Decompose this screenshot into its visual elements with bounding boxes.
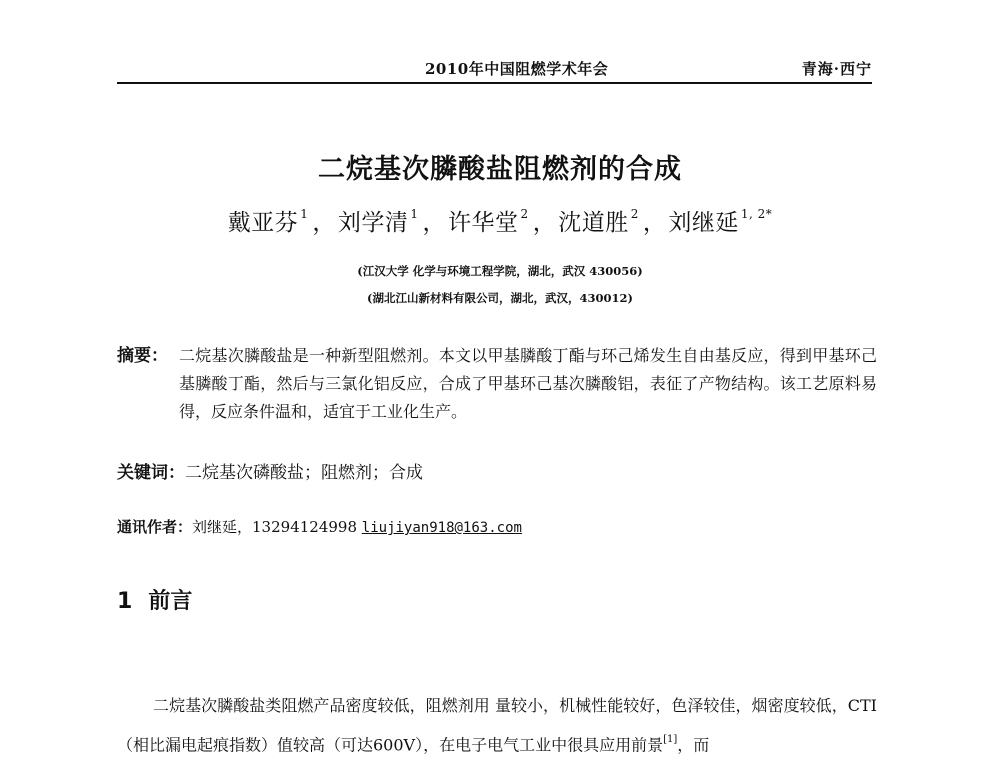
conference-name: 2010年中国阻燃学术年会 — [425, 60, 609, 78]
abstract-text: 二烷基次膦酸盐是一种新型阻燃剂。本文以甲基膦酸丁酯与环己烯发生自由基反应，得到甲基环己基膦酸丁酯，然后与三氯化铝反应，合成了甲基环己基次膦酸铝，表征了产物结构。该工艺原料易得，反应条件温和，适宜于工业化生产。 — [179, 346, 877, 421]
affiliation: (湖北江山新材料有限公司，湖北，武汉，430012) — [367, 291, 633, 305]
keywords — [117, 458, 423, 483]
author: 沈道胜 $^2$ — [558, 207, 639, 236]
contact-label: 通讯作者： — [117, 518, 193, 536]
paper-title: 二烷基次膦酸盐阻燃剂的合成 — [318, 154, 682, 185]
running-header — [117, 52, 872, 84]
author: 戴亚芬 $^1$ — [227, 207, 309, 236]
keywords-text: 二烷基次磷酸盐；阻燃剂；合成 — [185, 463, 423, 483]
abstract — [117, 342, 877, 426]
contact-name-phone: 刘继延，13294124998 — [192, 518, 357, 536]
email-link[interactable]: liujiyan918@163.com — [361, 520, 522, 536]
abstract-label: 摘要： — [117, 346, 168, 366]
body-paragraph — [117, 688, 877, 763]
author: 刘学清 $^1$ — [337, 207, 419, 236]
keywords-label: 关键词： — [117, 463, 185, 483]
author: 许华堂 $^2$ — [448, 207, 529, 236]
section-title: 前言 — [148, 589, 193, 614]
author-list: 戴亚芬 $^1$ ，刘学清 $^1$ ，许华堂 $^2$ ，沈道胜 $^2$ ，刘继延 $^{1, 2*}$ — [227, 207, 773, 236]
section-heading — [117, 584, 192, 615]
affiliation: (江汉大学 化学与环境工程学院，湖北，武汉 430056) — [357, 264, 643, 278]
citation[interactable]: [1] — [663, 734, 678, 745]
corresponding-author — [117, 516, 522, 537]
conference-location: 青海·西宁 — [801, 60, 872, 78]
author: 刘继延 $^{1, 2*}$ — [668, 207, 773, 236]
paragraph-text-cont: ，而 — [677, 735, 710, 755]
section-number: 1 — [117, 589, 133, 614]
paragraph-text: 二烷基次膦酸盐类阻燃产品密度较低，阻燃剂用 量较小，机械性能较好，色泽较佳，烟密度较低，CTI（相比漏电起痕指数）值较高（可达600V），在电子电气工业中很具应用前景 — [117, 696, 877, 755]
